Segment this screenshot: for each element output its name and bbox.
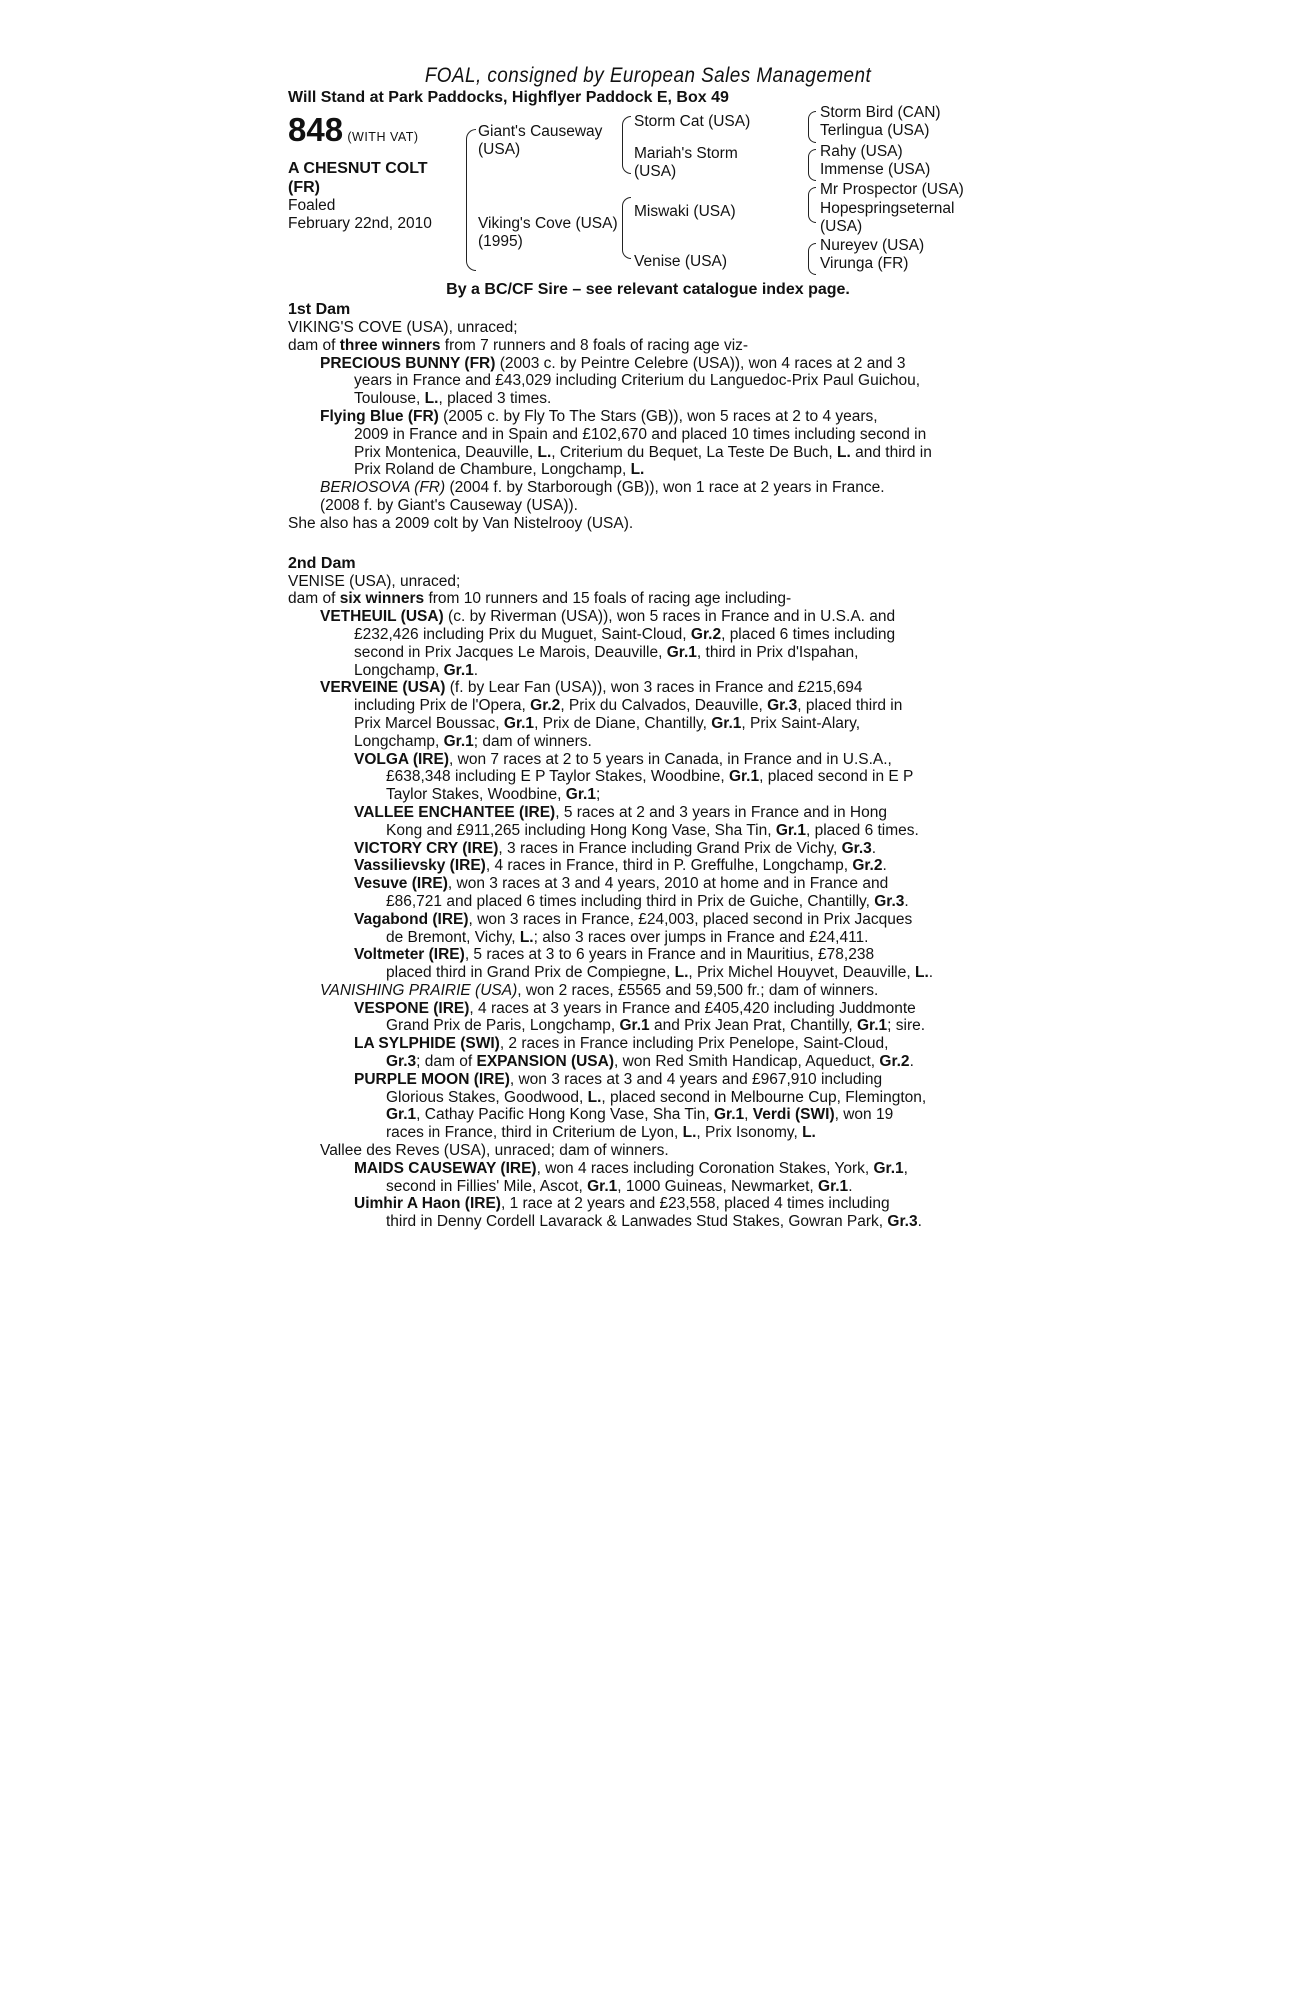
produce-entry bbox=[288, 946, 1008, 982]
dam-sire: Miswaki (USA) bbox=[634, 203, 736, 220]
text: , Criterium du Bequet, La Teste De Buch, bbox=[551, 443, 838, 461]
text: . bbox=[871, 839, 877, 857]
produce-entry bbox=[288, 679, 1008, 750]
sire-dam-country: (USA) bbox=[634, 163, 677, 180]
text: Toulouse, bbox=[354, 390, 425, 408]
text: . bbox=[882, 857, 887, 875]
vat-note: (WITH VAT) bbox=[347, 130, 419, 144]
horse-name: VALLEE ENCHANTEE (IRE) bbox=[354, 803, 556, 821]
text: placed third in Grand Prix de Compiegne, bbox=[386, 964, 675, 982]
produce-entry bbox=[288, 1071, 1008, 1142]
listed-badge: L. bbox=[519, 928, 534, 946]
text: . bbox=[917, 1213, 922, 1231]
text: and third in bbox=[850, 443, 932, 461]
text: , placed 3 times. bbox=[438, 390, 552, 408]
produce-entry bbox=[288, 408, 1008, 479]
second-dam-text bbox=[288, 573, 1008, 1231]
group-badge: Gr.1 bbox=[873, 1159, 904, 1177]
pedigree-brace bbox=[808, 243, 816, 275]
listed-badge: L. bbox=[537, 443, 552, 461]
text: , won 19 bbox=[834, 1106, 894, 1124]
text: ; dam of bbox=[416, 1053, 477, 1071]
catalogue-page bbox=[288, 60, 1008, 1231]
text: , placed 6 times including bbox=[721, 625, 896, 643]
listed-badge: L. bbox=[914, 964, 929, 982]
text: , placed second in Melbourne Cup, Flemington, bbox=[601, 1088, 927, 1106]
text: Longchamp, bbox=[354, 661, 444, 679]
text: ; sire. bbox=[887, 1017, 926, 1035]
text: , 1000 Guineas, Newmarket, bbox=[617, 1177, 819, 1195]
group-badge: Gr.2 bbox=[879, 1053, 910, 1071]
text: from 7 runners and 8 foals of racing age viz- bbox=[440, 336, 749, 354]
produce-entry bbox=[288, 911, 1008, 947]
horse-name: LA SYLPHIDE (SWI) bbox=[354, 1035, 500, 1053]
group-badge: Gr.1 bbox=[619, 1017, 650, 1035]
stand-location: Will Stand at Park Paddocks, Highflyer Paddock E, Box 49 bbox=[288, 89, 729, 106]
text: , 2 races in France including Prix Penelope, Saint-Cloud, bbox=[499, 1035, 889, 1053]
also-has-note: She also has a 2009 colt by Van Nistelrooy (USA). bbox=[288, 514, 634, 532]
text: , won 2 races, £5565 and 59,500 fr.; dam of winners. bbox=[517, 981, 879, 999]
text: de Bremont, Vichy, bbox=[386, 928, 520, 946]
text: , 1 race at 2 years and £23,558, placed 4 times including bbox=[500, 1195, 890, 1213]
ancestor-g8: Virunga (FR) bbox=[820, 255, 909, 272]
text: , won 4 races including Coronation Stakes, York, bbox=[536, 1159, 874, 1177]
horse-name: Vagabond (IRE) bbox=[354, 910, 469, 928]
text: ; bbox=[595, 786, 601, 804]
pedigree-brace bbox=[622, 116, 631, 174]
text: third in Denny Cordell Lavarack & Lanwades Stud Stakes, Gowran Park, bbox=[386, 1213, 888, 1231]
text: , won 3 races at 3 and 4 years, 2010 at home and in France and bbox=[447, 875, 889, 893]
first-dam-heading: 1st Dam bbox=[288, 301, 351, 318]
sire-dam: Mariah's Storm bbox=[634, 145, 738, 162]
second-dam-produce-summary bbox=[288, 590, 1008, 608]
second-dam-heading: 2nd Dam bbox=[288, 554, 356, 572]
horse-name: Uimhir A Haon (IRE) bbox=[354, 1195, 501, 1213]
group-badge: Gr.1 bbox=[857, 1017, 888, 1035]
produce-entry bbox=[288, 840, 1008, 858]
group-badge: Gr.1 bbox=[587, 1177, 618, 1195]
text: , Cathay Pacific Hong Kong Vase, Sha Tin, bbox=[416, 1106, 714, 1124]
group-badge: Gr.2 bbox=[852, 857, 883, 875]
group-badge: Gr.1 bbox=[503, 714, 535, 732]
produce-entry bbox=[288, 804, 1008, 840]
foaled-label: Foaled bbox=[288, 197, 336, 214]
ancestor-g2: Terlingua (USA) bbox=[820, 122, 930, 139]
pedigree-brace bbox=[808, 187, 816, 223]
text: Vallee des Reves (USA), unraced; dam of winners. bbox=[320, 1142, 669, 1160]
group-badge: Gr.1 bbox=[666, 643, 697, 661]
first-dam-text bbox=[288, 319, 1008, 533]
group-badge: Gr.1 bbox=[565, 786, 596, 804]
text: years in France and £43,029 including Criterium du Languedoc-Prix Paul Guichou, bbox=[354, 372, 921, 390]
produce-entry bbox=[288, 751, 1008, 804]
lot-number-line bbox=[288, 113, 419, 147]
text: £86,721 and placed 6 times including third in Prix de Guiche, Chantilly, bbox=[386, 892, 875, 910]
horse-name: Voltmeter (IRE) bbox=[354, 946, 465, 964]
horse-name: VOLGA (IRE) bbox=[354, 750, 450, 768]
produce-entry bbox=[288, 1195, 1008, 1231]
group-badge: Gr.1 bbox=[728, 768, 760, 786]
group-badge: Gr.3 bbox=[386, 1053, 417, 1071]
horse-name: PRECIOUS BUNNY (FR) bbox=[320, 354, 496, 372]
horse-name: VICTORY CRY (IRE) bbox=[354, 839, 499, 857]
produce-entry bbox=[288, 857, 1008, 875]
text: . bbox=[848, 1177, 853, 1195]
listed-badge: L. bbox=[674, 964, 689, 982]
text: races in France, third in Criterium de Lyon, bbox=[386, 1124, 683, 1142]
horse-name: VESPONE (IRE) bbox=[354, 999, 470, 1017]
pedigree-block bbox=[288, 104, 1008, 281]
group-badge: Gr.3 bbox=[767, 697, 798, 715]
listed-badge: L. bbox=[837, 443, 851, 461]
produce-entry bbox=[288, 1142, 1008, 1160]
text: (2005 c. by Fly To The Stars (GB)), won 5 races at 2 to 4 years, bbox=[438, 407, 878, 425]
text: , 5 races at 3 to 6 years in France and in Mauritius, £78,238 bbox=[464, 946, 875, 964]
text: ; dam of winners. bbox=[473, 732, 592, 750]
text: Glorious Stakes, Goodwood, bbox=[386, 1088, 588, 1106]
listed-badge: L. bbox=[802, 1124, 816, 1142]
ancestor-g4: Immense (USA) bbox=[820, 161, 931, 178]
text: , 4 races in France, third in P. Greffulhe, Longchamp, bbox=[485, 857, 853, 875]
dam-year: (1995) bbox=[478, 233, 523, 250]
pedigree-brace bbox=[808, 149, 816, 181]
text: , third in Prix d'Ispahan, bbox=[696, 643, 859, 661]
text: , Prix de Diane, Chantilly, bbox=[534, 714, 712, 732]
text: £638,348 including E P Taylor Stakes, Woodbine, bbox=[386, 768, 729, 786]
produce-entry bbox=[288, 479, 1008, 497]
pedigree-brace bbox=[808, 111, 816, 143]
dam-dam: Venise (USA) bbox=[634, 253, 728, 270]
text: , Prix du Calvados, Deauville, bbox=[560, 697, 768, 715]
text: second in Prix Jacques Le Marois, Deauville, bbox=[354, 643, 667, 661]
produce-entry bbox=[288, 608, 1008, 679]
ancestor-g6: Hopespringseternal bbox=[820, 200, 955, 217]
dam-name: Viking's Cove (USA) bbox=[478, 215, 618, 232]
text: . bbox=[928, 964, 934, 982]
group-badge: Gr.1 bbox=[443, 661, 474, 679]
text: Prix Marcel Boussac, bbox=[354, 714, 504, 732]
text: , won Red Smith Handicap, Aqueduct, bbox=[614, 1053, 880, 1071]
group-badge: Gr.3 bbox=[874, 892, 905, 910]
pedigree-brace bbox=[622, 197, 631, 259]
text: , bbox=[903, 1159, 908, 1177]
ancestor-g5: Mr Prospector (USA) bbox=[820, 181, 964, 198]
bc-cf-sire-note: By a BC/CF Sire – see relevant catalogue index page. bbox=[446, 281, 850, 298]
text: (f. by Lear Fan (USA)), won 3 races in France and £215,694 bbox=[445, 679, 863, 697]
produce-entry bbox=[288, 1035, 1008, 1071]
horse-name: VETHEUIL (USA) bbox=[320, 608, 444, 626]
text: , Prix Saint-Alary, bbox=[741, 714, 860, 732]
horse-name: VANISHING PRAIRIE (USA) bbox=[320, 981, 518, 999]
ancestor-g1: Storm Bird (CAN) bbox=[820, 104, 941, 121]
listed-badge: L. bbox=[682, 1124, 697, 1142]
text: and Prix Jean Prat, Chantilly, bbox=[649, 1017, 857, 1035]
group-badge: Gr.1 bbox=[818, 1177, 849, 1195]
produce-entry bbox=[288, 875, 1008, 911]
group-badge: Gr.3 bbox=[841, 839, 872, 857]
horse-name: Vassilievsky (IRE) bbox=[354, 857, 486, 875]
text: dam of bbox=[288, 336, 340, 354]
text: (2008 f. by Giant's Causeway (USA)). bbox=[320, 496, 578, 514]
text-bold: three winners bbox=[339, 336, 441, 354]
text: , won 7 races at 2 to 5 years in Canada, in France and in U.S.A., bbox=[449, 750, 892, 768]
foaled-date: February 22nd, 2010 bbox=[288, 215, 432, 232]
sire-name: Giant's Causeway bbox=[478, 123, 603, 140]
text-bold: six winners bbox=[339, 590, 425, 608]
group-badge: Gr.1 bbox=[386, 1106, 417, 1124]
horse-name: BERIOSOVA (FR) bbox=[320, 479, 446, 497]
text: , Prix Michel Houyvet, Deauville, bbox=[688, 964, 915, 982]
horse-name: Verdi (SWI) bbox=[752, 1106, 835, 1124]
text: ; also 3 races over jumps in France and £24,411. bbox=[533, 928, 869, 946]
text: , won 3 races in France, £24,003, placed second in Prix Jacques bbox=[468, 910, 913, 928]
text: , placed third in bbox=[797, 697, 903, 715]
text: . bbox=[904, 892, 909, 910]
ancestor-g7: Nureyev (USA) bbox=[820, 237, 925, 254]
text: (c. by Riverman (USA)), won 5 races in France and in U.S.A. and bbox=[443, 608, 896, 626]
text: 2009 in France and in Spain and £102,670 and placed 10 times including second in bbox=[354, 425, 927, 443]
ancestor-g6-country: (USA) bbox=[820, 218, 863, 235]
sire-sire: Storm Cat (USA) bbox=[634, 113, 751, 130]
text: dam of bbox=[288, 590, 340, 608]
produce-entry bbox=[288, 1000, 1008, 1036]
produce-entry bbox=[288, 1160, 1008, 1196]
horse-name: A CHESNUT COLT bbox=[288, 160, 428, 177]
produce-entry bbox=[288, 982, 1008, 1000]
text: £232,426 including Prix du Muguet, Saint-Cloud, bbox=[354, 625, 691, 643]
listed-badge: L. bbox=[630, 461, 645, 479]
horse-country: (FR) bbox=[288, 179, 320, 196]
horse-name: MAIDS CAUSEWAY (IRE) bbox=[354, 1159, 537, 1177]
horse-name: EXPANSION (USA) bbox=[476, 1053, 614, 1071]
text: Prix Montenica, Deauville, bbox=[354, 443, 538, 461]
text: Longchamp, bbox=[354, 732, 444, 750]
text: Grand Prix de Paris, Longchamp, bbox=[386, 1017, 620, 1035]
text: Taylor Stakes, Woodbine, bbox=[386, 786, 566, 804]
text: , placed second in E P bbox=[759, 768, 914, 786]
produce-entry bbox=[288, 497, 1008, 515]
group-badge: Gr.2 bbox=[530, 697, 561, 715]
group-badge: Gr.1 bbox=[714, 1106, 745, 1124]
text: Kong and £911,265 including Hong Kong Vase, Sha Tin, bbox=[386, 821, 776, 839]
horse-name: VERVEINE (USA) bbox=[320, 679, 446, 697]
text: , 4 races at 3 years in France and £405,420 including Juddmonte bbox=[469, 999, 916, 1017]
group-badge: Gr.3 bbox=[887, 1213, 918, 1231]
text: , Prix Isonomy, bbox=[696, 1124, 803, 1142]
text: , won 3 races at 3 and 4 years and £967,910 including bbox=[509, 1070, 883, 1088]
horse-name: Vesuve (IRE) bbox=[354, 875, 448, 893]
ancestor-g3: Rahy (USA) bbox=[820, 143, 903, 160]
text: . bbox=[473, 661, 479, 679]
produce-entry bbox=[288, 355, 1008, 408]
group-badge: Gr.1 bbox=[443, 732, 474, 750]
horse-name: Flying Blue (FR) bbox=[320, 407, 439, 425]
text: (2003 c. by Peintre Celebre (USA)), won 4 races at 2 and 3 bbox=[495, 354, 906, 372]
consignor-heading: FOAL, consigned by European Sales Management bbox=[424, 64, 872, 87]
first-dam-produce-summary bbox=[288, 337, 1008, 355]
group-badge: Gr.2 bbox=[690, 625, 722, 643]
first-dam-line: VIKING'S COVE (USA), unraced; bbox=[288, 319, 518, 336]
sire-country: (USA) bbox=[478, 141, 521, 158]
text: , 3 races in France including Grand Prix de Vichy, bbox=[498, 839, 842, 857]
text: including Prix de l'Opera, bbox=[354, 697, 531, 715]
text: , placed 6 times. bbox=[805, 821, 919, 839]
listed-badge: L. bbox=[424, 390, 439, 408]
text: , 5 races at 2 and 3 years in France and in Hong bbox=[555, 803, 887, 821]
text: Prix Roland de Chambure, Longchamp, bbox=[354, 461, 631, 479]
listed-badge: L. bbox=[587, 1088, 602, 1106]
text: second in Fillies' Mile, Ascot, bbox=[386, 1177, 588, 1195]
text: (2004 f. by Starborough (GB)), won 1 race at 2 years in France. bbox=[445, 479, 885, 497]
text: . bbox=[909, 1053, 914, 1071]
text: from 10 runners and 15 foals of racing age including- bbox=[424, 590, 792, 608]
second-dam-line: VENISE (USA), unraced; bbox=[288, 572, 461, 590]
text: , bbox=[744, 1106, 753, 1124]
lot-number: 848 bbox=[288, 111, 344, 148]
group-badge: Gr.1 bbox=[711, 714, 742, 732]
horse-name: PURPLE MOON (IRE) bbox=[354, 1070, 510, 1088]
pedigree-brace bbox=[466, 129, 476, 271]
group-badge: Gr.1 bbox=[775, 821, 806, 839]
